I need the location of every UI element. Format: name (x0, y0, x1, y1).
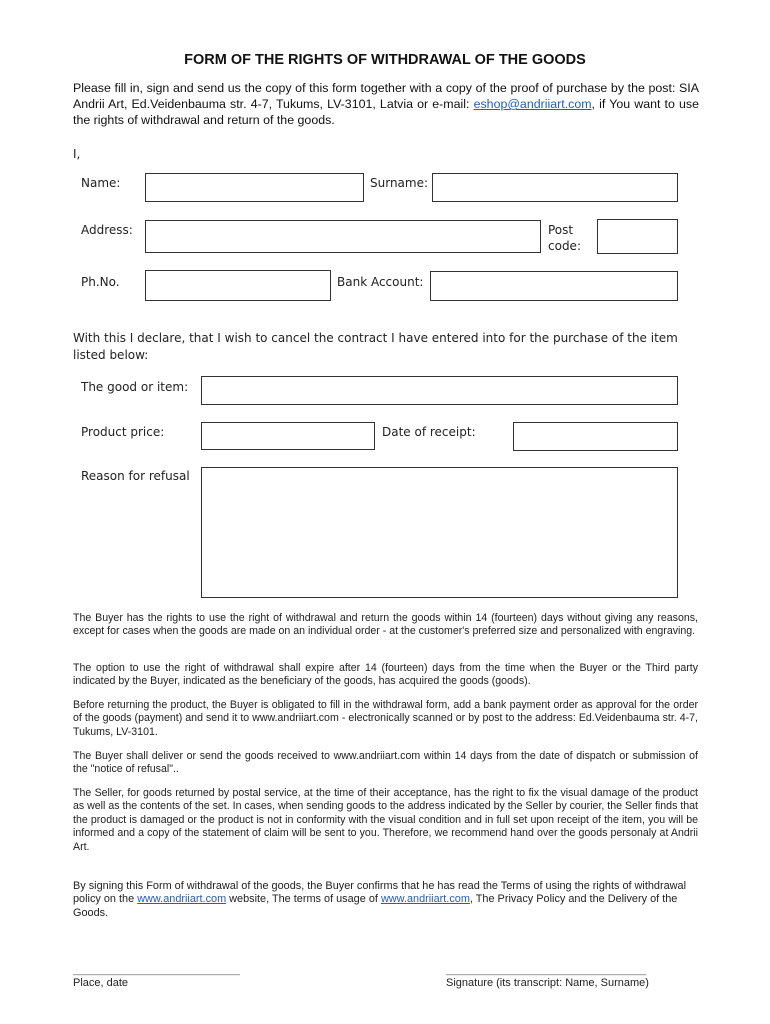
terms-paragraph-2: The option to use the right of withdrawal shall expire after 14 (fourteen) days from the time when the Buyer or the Third party indicated by the Buyer, indicated as the beneficiary of the goods, has acquired the goods (goods). (73, 662, 698, 688)
website-link-1[interactable]: www.andriiart.com (137, 893, 227, 906)
good-label: The good or item: (81, 380, 189, 394)
confirm-text-3: , The Privacy Policy and the Delivery of the Goods. (73, 893, 678, 919)
intro-text-end: , if You want to use the rights of withdrawal and return of the goods. (73, 97, 699, 127)
terms-paragraph-3: Before returning the product, the Buyer is obligated to fill in the withdrawal form, add a bank payment order as approval for the order of the goods (payment) and send it to www.andriiart.com - electronically scanned or by post to the address: Ed.Veidenbauma str. 4-7, Tukums, LV-3101. (73, 699, 698, 738)
good-field[interactable] (201, 376, 678, 405)
email-link[interactable]: eshop@andriiart.com (473, 97, 592, 111)
confirmation-paragraph (73, 880, 698, 920)
terms-paragraph-1: The Buyer has the rights to use the right of withdrawal and return the goods within 14 (fourteen) days without giving any reasons, except for cases when the goods are made on an individual order - at the customer's preferred size and personalized with engraving. (73, 612, 698, 638)
bank-account-field[interactable] (430, 271, 678, 301)
post-code-label-line1: Post (548, 223, 574, 237)
name-label: Name: (81, 176, 121, 190)
page-title: FORM OF THE RIGHTS OF WITHDRAWAL OF THE GOODS (184, 52, 586, 68)
name-field[interactable] (145, 173, 364, 202)
declaration-text: With this I declare, that I wish to cancel the contract I have entered into for the purchase of the item listed below: (73, 331, 678, 362)
terms-paragraph-5: The Seller, for goods returned by postal service, at the time of their acceptance, has the right to fix the visual damage of the product as well as the contents of the set. In cases, when sending goods to the address indicated by the Seller by courier, the Seller finds that the product is damaged or the product is not in conformity with the visual condition and in full set upon receipt of the item, you will be informed and a copy of the statement of claim will be sent to you. Therefore, we recommend hand over the goods personaly at Andrii Art. (73, 787, 698, 853)
website-link-2[interactable]: www.andriiart.com (380, 893, 470, 906)
reason-label: Reason for refusal (81, 469, 190, 483)
signature-line: ____________________________________ (446, 965, 647, 976)
intro-paragraph (73, 80, 699, 128)
address-label: Address: (81, 223, 133, 237)
date-of-receipt-label: Date of receipt: (382, 425, 476, 439)
confirm-text-2: website, The terms of usage of (226, 893, 381, 906)
confirm-text-1: By signing this Form of withdrawal of the goods, the Buyer confirms that he has read the Terms of using the rights of withdrawal policy on the (73, 880, 687, 906)
terms-paragraph-4: The Buyer shall deliver or send the goods received to www.andriiart.com within 14 days from the date of dispatch or submission of the "notice of refusal".. (73, 750, 698, 776)
price-label: Product price: (81, 425, 165, 439)
phone-field[interactable] (145, 270, 331, 301)
surname-label: Surname: (370, 176, 429, 190)
surname-field[interactable] (432, 173, 678, 202)
reason-field[interactable] (201, 467, 678, 598)
phone-label: Ph.No. (81, 275, 120, 289)
bank-account-label: Bank Account: (337, 275, 424, 289)
post-code-label-line2: code: (548, 239, 581, 253)
intro-text-start: Please fill in, sign and send us the copy of this form together with a copy of the proof of purchase by the post: SIA Andrii Art, Ed.Veidenbauma str. 4-7, Tukums, LV-3101, Latvia or e-mail: (73, 81, 699, 111)
signature-caption: Signature (its transcript: Name, Surname) (446, 977, 649, 989)
i-label: I, (73, 147, 81, 161)
post-code-label (548, 222, 581, 254)
price-field[interactable] (201, 422, 375, 450)
place-date-caption: Place, date (73, 977, 129, 989)
date-of-receipt-field[interactable] (513, 422, 678, 451)
place-date-line: ______________________________ (73, 965, 240, 976)
address-field[interactable] (145, 220, 541, 253)
post-code-field[interactable] (597, 219, 678, 254)
